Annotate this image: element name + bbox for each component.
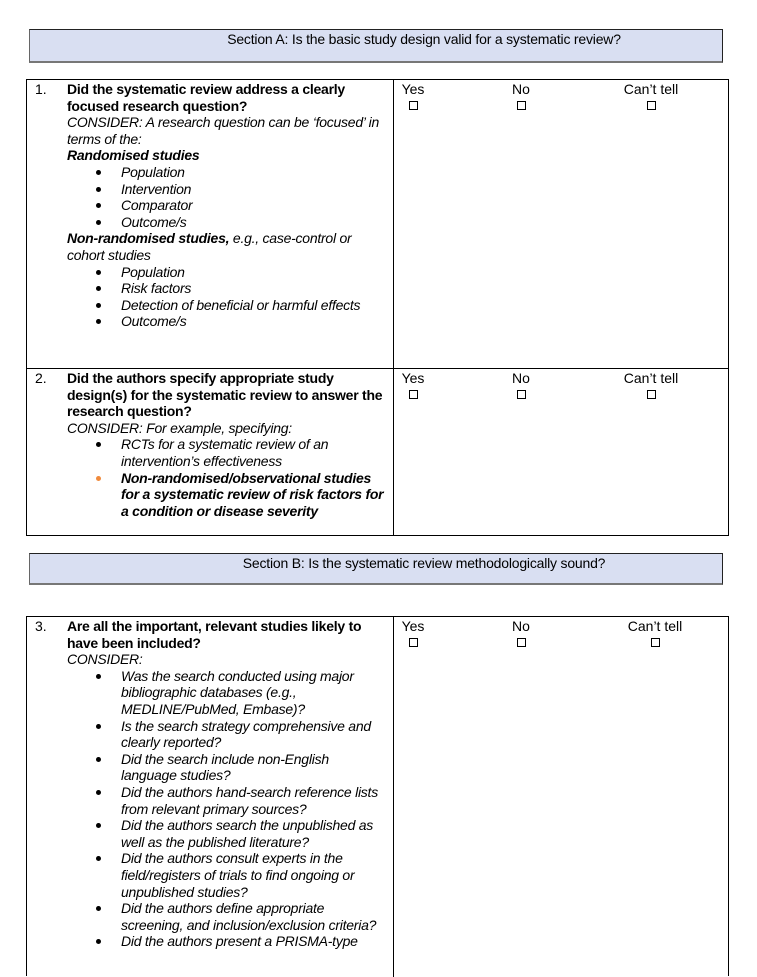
question-3-cant-tell-option[interactable]: Can’t tell: [622, 618, 688, 647]
question-3-answers: [394, 617, 728, 977]
checkbox-icon[interactable]: [409, 101, 418, 110]
question-2-title: Did the authors specify appropriate study design(s) for the systematic review to answer the research question?: [67, 370, 383, 420]
list-item: Detection of beneficial or harmful effects: [93, 297, 387, 314]
question-1-nonrandomised-heading: Non-randomised studies, e.g., case-control or cohort studies: [67, 230, 352, 263]
list-item: Did the authors define appropriate screening, and inclusion/exclusion criteria?: [93, 900, 387, 933]
checkbox-icon[interactable]: [517, 390, 526, 399]
question-1-consider: CONSIDER: A research question can be ‘focused’ in terms of the:: [67, 114, 379, 147]
list-item: Population: [93, 264, 387, 281]
checkbox-icon[interactable]: [651, 638, 660, 647]
list-item: Outcome/s: [93, 214, 387, 231]
question-2-row: [27, 369, 728, 536]
question-1-randomised-heading: Randomised studies: [67, 147, 200, 164]
question-3-no-option[interactable]: No: [508, 618, 534, 647]
question-2-no-option[interactable]: No: [508, 370, 534, 399]
list-item: RCTs for a systematic review of an intervention’s effectiveness: [93, 436, 387, 469]
question-2-cant-tell-option[interactable]: Can’t tell: [618, 370, 684, 399]
question-1-row: [27, 80, 728, 369]
question-1-cell: [27, 80, 394, 368]
question-1-cant-tell-option[interactable]: Can’t tell: [618, 81, 684, 110]
question-3-number: 3.: [35, 618, 47, 634]
question-3-yes-option[interactable]: Yes: [400, 618, 426, 647]
list-item: Outcome/s: [93, 313, 387, 330]
checkbox-icon[interactable]: [409, 638, 418, 647]
question-3-title: Are all the important, relevant studies likely to have been included?: [67, 618, 362, 651]
question-2-number: 2.: [35, 370, 47, 386]
list-item: Did the authors present a PRISMA-type: [93, 933, 387, 950]
list-item: Did the authors hand-search reference lists from relevant primary sources?: [93, 784, 387, 817]
question-2-yes-option[interactable]: Yes: [400, 370, 426, 399]
section-b-title: Section B: Is the systematic review methodologically sound?: [242, 555, 606, 571]
checkbox-icon[interactable]: [409, 390, 418, 399]
section-a-table: [26, 79, 729, 536]
list-item: Comparator: [93, 197, 387, 214]
question-2-consider: CONSIDER: For example, specifying:: [67, 419, 292, 436]
section-a-title: Section A: Is the basic study design valid for a systematic review?: [227, 31, 621, 47]
question-1-number: 1.: [35, 81, 47, 97]
question-2-cell: [27, 369, 394, 536]
question-1-no-option[interactable]: No: [508, 81, 534, 110]
question-1-nonrandomised-list: [67, 264, 387, 330]
list-item: Non-randomised/observational studies for a systematic review of risk factors for a condition or disease severity: [93, 470, 387, 520]
list-item: Population: [93, 164, 387, 181]
question-3-row: [27, 617, 728, 977]
question-1-answers: [394, 80, 728, 368]
list-item: Did the authors consult experts in the field/registers of trials to find ongoing or unpublished studies?: [93, 850, 387, 900]
question-2-list: [67, 436, 387, 519]
list-item: Was the search conducted using major bibliographic databases (e.g., MEDLINE/PubMed, Embase)?: [93, 668, 387, 718]
question-1-yes-option[interactable]: Yes: [400, 81, 426, 110]
question-1-randomised-list: [67, 164, 387, 230]
section-b-table: [26, 616, 729, 976]
list-item: Did the authors search the unpublished as well as the published literature?: [93, 817, 387, 850]
question-1-title: Did the systematic review address a clearly focused research question?: [67, 81, 345, 114]
checkbox-icon[interactable]: [647, 101, 656, 110]
question-3-consider: CONSIDER:: [67, 651, 143, 668]
section-b-header: [29, 553, 723, 585]
list-item: Risk factors: [93, 280, 387, 297]
checkbox-icon[interactable]: [517, 638, 526, 647]
list-item: Is the search strategy comprehensive and clearly reported?: [93, 718, 387, 751]
list-item: Did the search include non-English language studies?: [93, 751, 387, 784]
question-2-answers: [394, 369, 728, 536]
list-item: Intervention: [93, 181, 387, 198]
question-3-list: [67, 668, 387, 950]
question-3-cell: [27, 617, 394, 977]
section-a-header: [29, 29, 723, 63]
checkbox-icon[interactable]: [517, 101, 526, 110]
checkbox-icon[interactable]: [647, 390, 656, 399]
